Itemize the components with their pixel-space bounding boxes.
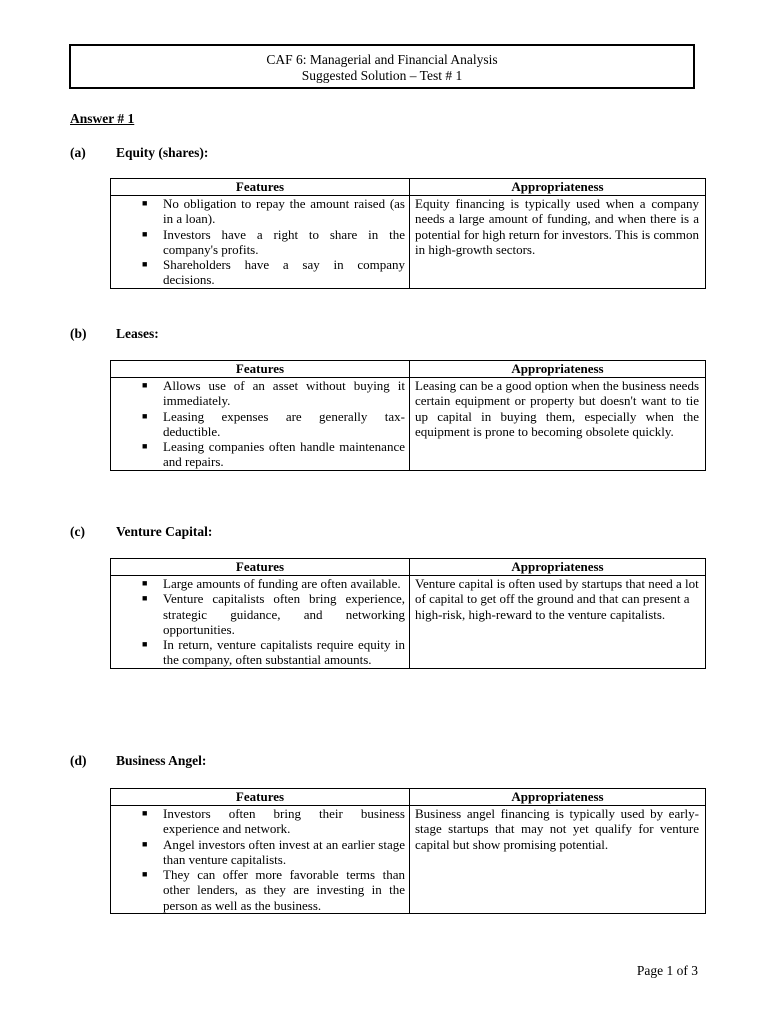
header-subtitle: Suggested Solution – Test # 1 xyxy=(301,68,463,83)
square-bullet-icon: ■ xyxy=(142,380,148,390)
features-header: Features xyxy=(111,361,410,378)
list-item xyxy=(111,576,405,591)
appropriateness-cell: Business angel financing is typically used by early-stage startups that may not yet qualify for venture capital but show promising potential. xyxy=(410,806,706,914)
list-item xyxy=(111,439,405,470)
section-letter: (d) xyxy=(70,753,87,768)
list-item xyxy=(111,837,405,868)
list-item xyxy=(111,227,405,258)
table-row xyxy=(111,806,706,914)
square-bullet-icon: ■ xyxy=(142,259,148,270)
features-list xyxy=(111,806,405,913)
features-cell xyxy=(111,378,410,471)
square-bullet-icon: ■ xyxy=(142,578,148,588)
page-number: Page 1 of 3 xyxy=(636,963,698,978)
section-heading-d xyxy=(70,753,206,768)
square-bullet-icon: ■ xyxy=(142,639,148,650)
appropriateness-cell: Venture capital is often used by startups that need a lot of capital to get off the ground and that can present a high-risk, high-reward to the venture capitalists. xyxy=(410,576,706,669)
features-cell xyxy=(111,806,410,914)
list-item xyxy=(111,257,405,288)
square-bullet-icon: ■ xyxy=(142,593,148,604)
feature-text: In return, venture capitalists require equity in the company, often substantial amounts. xyxy=(163,637,405,668)
table-header-row xyxy=(111,179,706,196)
list-item xyxy=(111,867,405,913)
square-bullet-icon: ■ xyxy=(142,869,148,880)
section-heading-b xyxy=(70,326,159,341)
appropriateness-header: Appropriateness xyxy=(410,179,706,196)
feature-text: Investors have a right to share in the company's profits. xyxy=(163,226,405,257)
appropriateness-header: Appropriateness xyxy=(410,361,706,378)
section-heading-c xyxy=(70,524,212,539)
section-heading-a xyxy=(70,145,208,160)
features-header: Features xyxy=(111,789,410,806)
feature-text: Venture capitalists often bring experience, strategic guidance, and networking opportunities. xyxy=(163,591,405,637)
venture-capital-table xyxy=(110,558,706,669)
feature-text: Shareholders have a say in company decisions. xyxy=(163,257,405,288)
features-list xyxy=(111,378,405,470)
features-cell xyxy=(111,196,410,289)
feature-text: They can offer more favorable terms than other lenders, as they are investing in the person as well as the business. xyxy=(163,867,405,913)
table-header-row xyxy=(111,789,706,806)
feature-text: Allows use of an asset without buying it immediately. xyxy=(163,378,405,409)
list-item xyxy=(111,637,405,668)
table-row xyxy=(111,196,706,289)
table-row xyxy=(111,378,706,471)
feature-text: Large amounts of funding are often available. xyxy=(163,576,401,591)
section-title: Venture Capital: xyxy=(116,524,213,539)
feature-text: Investors often bring their business experience and network. xyxy=(163,806,405,837)
document-header xyxy=(69,44,695,89)
list-item xyxy=(111,196,405,227)
list-item xyxy=(111,806,405,837)
business-angel-table xyxy=(110,788,706,914)
list-item xyxy=(111,591,405,637)
square-bullet-icon: ■ xyxy=(142,808,148,818)
section-title: Leases: xyxy=(116,326,159,341)
appropriateness-cell: Leasing can be a good option when the business needs certain equipment or property but doesn't want to tie up capital in buying them, especially when the equipment is prone to becoming obsolete quickly. xyxy=(410,378,706,471)
section-title: Business Angel: xyxy=(116,753,207,768)
equity-table xyxy=(110,178,706,289)
features-cell xyxy=(111,576,410,669)
appropriateness-cell: Equity financing is typically used when a company needs a large amount of funding, and when there is a potential for high return for investors. This is common in high-growth sectors. xyxy=(410,196,706,289)
features-header: Features xyxy=(111,179,410,196)
square-bullet-icon: ■ xyxy=(142,198,148,208)
section-letter: (c) xyxy=(70,524,85,539)
feature-text: Angel investors often invest at an earlier stage than venture capitalists. xyxy=(163,836,405,867)
list-item xyxy=(111,409,405,440)
appropriateness-header: Appropriateness xyxy=(410,789,706,806)
features-list xyxy=(111,196,405,288)
square-bullet-icon: ■ xyxy=(142,228,148,239)
table-header-row xyxy=(111,559,706,576)
appropriateness-header: Appropriateness xyxy=(410,559,706,576)
leases-table xyxy=(110,360,706,471)
table-row xyxy=(111,576,706,669)
feature-text: Leasing companies often handle maintenance and repairs. xyxy=(163,439,405,470)
square-bullet-icon: ■ xyxy=(142,838,148,849)
features-list xyxy=(111,576,405,668)
answer-title: Answer # 1 xyxy=(70,111,135,126)
section-title: Equity (shares): xyxy=(116,145,209,160)
feature-text: Leasing expenses are generally tax-deductible. xyxy=(163,408,405,439)
square-bullet-icon: ■ xyxy=(142,441,148,452)
header-title: CAF 6: Managerial and Financial Analysis xyxy=(266,52,498,67)
features-header: Features xyxy=(111,559,410,576)
table-header-row xyxy=(111,361,706,378)
section-letter: (a) xyxy=(70,145,86,160)
feature-text: No obligation to repay the amount raised (as in a loan). xyxy=(163,196,405,227)
list-item xyxy=(111,378,405,409)
section-letter: (b) xyxy=(70,326,87,341)
square-bullet-icon: ■ xyxy=(142,410,148,421)
